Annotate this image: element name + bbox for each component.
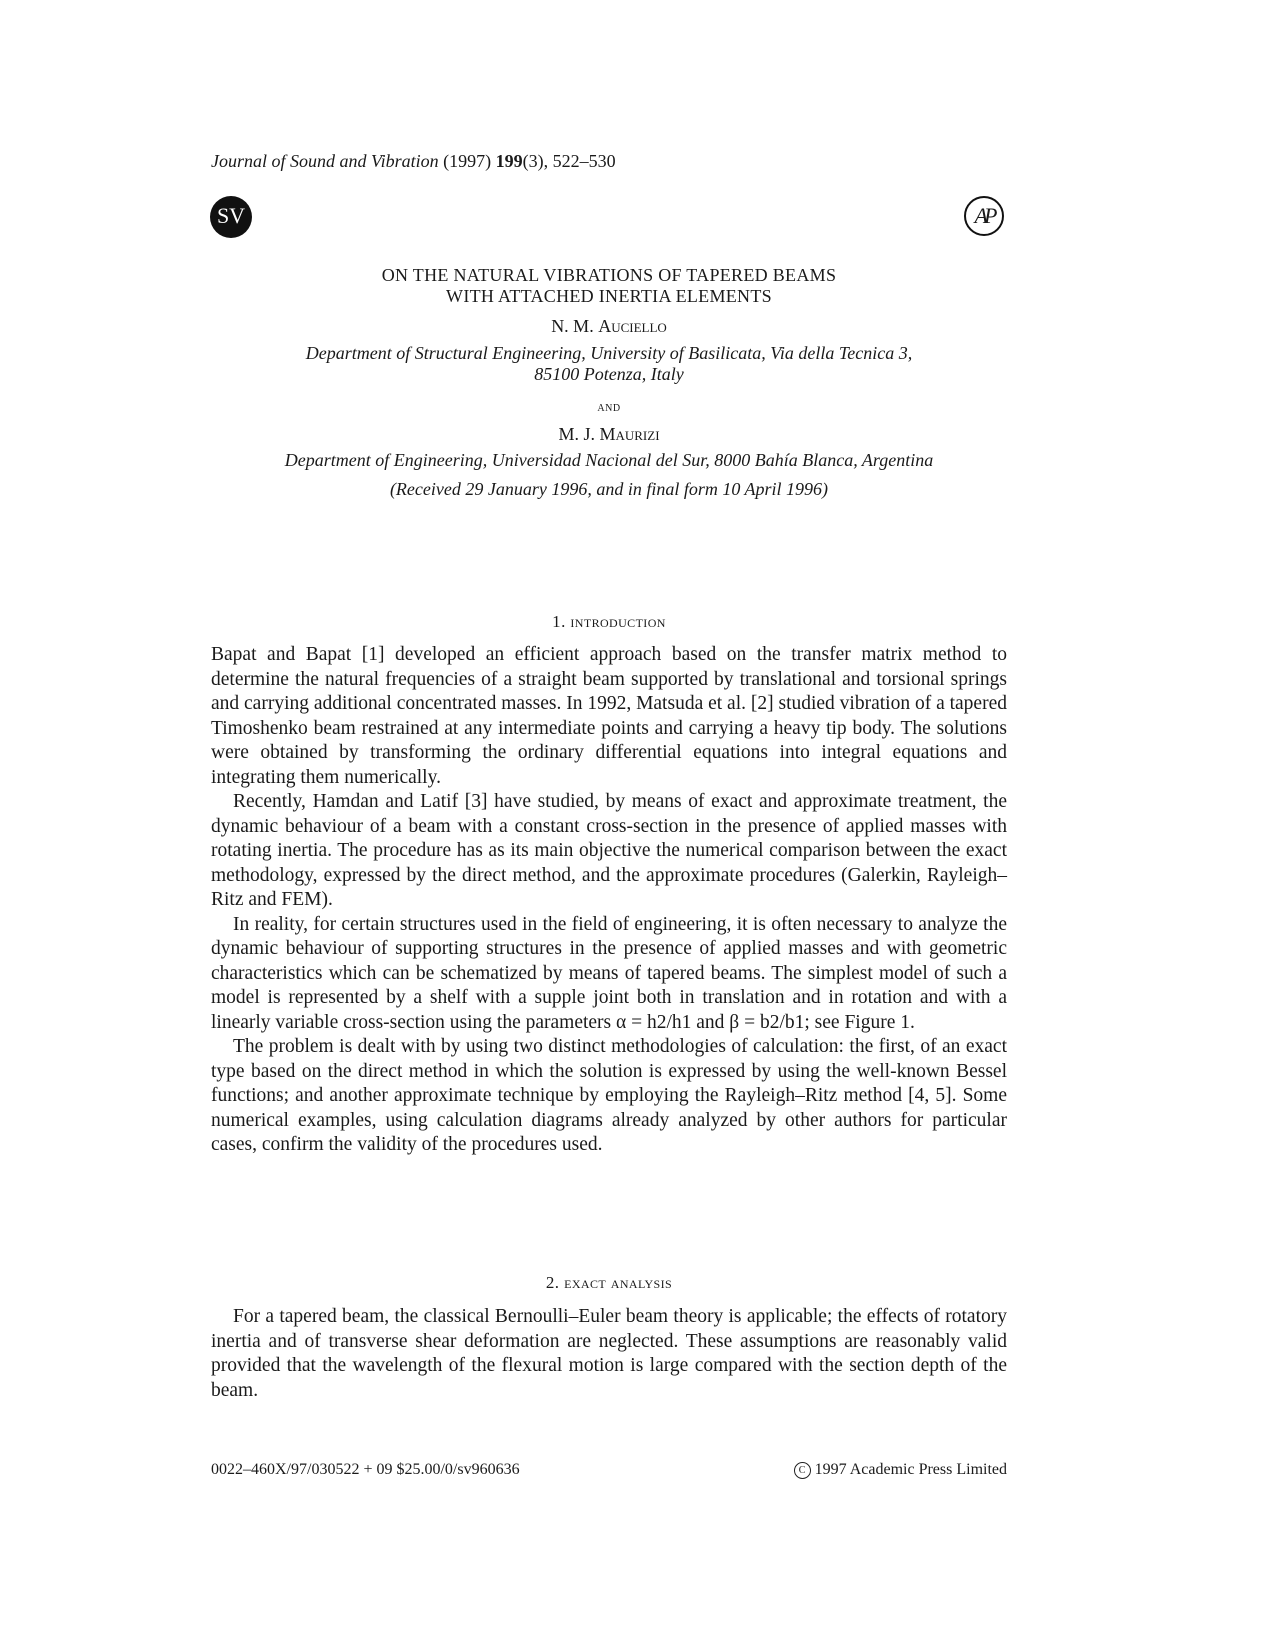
section-1-paragraph-4: The problem is dealt with by using two distinct methodologies of calculation: the first, of an exact type based on the direct method in which the solution is expressed by using the well-known Bessel functions; and another approximate technique by employing the Rayleigh–Ritz method [4, 5]. Some numerical examples, using calculation diagrams already analyzed by other authors for particular cases, confirm the validity of the procedures used. (211, 1036, 1007, 1155)
journal-citation (211, 150, 616, 172)
copyright-icon (794, 1462, 811, 1479)
author-1 (211, 315, 1007, 337)
section-1-paragraph-1: Bapat and Bapat [1] developed an efficient approach based on the transfer matrix method to determine the natural frequencies of a straight beam supported by translational and torsional springs and carrying additional concentrated masses. In 1992, Matsuda et al. [2] studied vibration of a tapered Timoshenko beam restrained at any intermediate points and carrying a heavy tip body. The solutions were obtained by transforming the ordinary differential equations into integral equations and integrating them numerically. (211, 644, 1007, 788)
journal-issue-pages: (3), 522–530 (522, 151, 616, 171)
section-1-heading: 1. introduction (552, 612, 666, 631)
author-1-initials: N. M. (551, 316, 594, 336)
section-1-body (211, 643, 1007, 1158)
journal-year: (1997) (443, 151, 492, 171)
journal-volume: 199 (495, 151, 523, 171)
affiliation-1-line-2: 85100 Potenza, Italy (534, 364, 684, 384)
section-1-paragraph-3: In reality, for certain structures used in the field of engineering, it is often necessary to analyze the dynamic behaviour of supporting structures in the presence of applied masses and with geometric characteristics which can be schematized by means of tapered beams. The simplest model of such a model is represented by a shelf with a supple joint both in translation and in rotation and with a linearly variable cross-section using the parameters α = h2/h1 and β = b2/b1; see Figure 1. (211, 913, 1007, 1033)
section-1-paragraph-2: Recently, Hamdan and Latif [3] have studied, by means of exact and approximate treatment, the dynamic behaviour of a beam with a constant cross-section in the presence of applied masses with rotating inertia. The procedure has as its main objective the numerical comparison between the exact methodology, expressed by the direct method, and the approximate procedures (Galerkin, Rayleigh–Ritz and FEM). (211, 791, 1007, 910)
title-line-1: ON THE NATURAL VIBRATIONS OF TAPERED BEAMS (381, 265, 837, 285)
author-2-initials: M. J. (558, 424, 595, 444)
author-1-surname: Auciello (598, 316, 667, 336)
sv-logo-icon (210, 196, 252, 238)
sv-logo-text: SV (216, 203, 246, 228)
author-1-affiliation (211, 343, 1007, 385)
journal-name: Journal of Sound and Vibration (211, 151, 439, 171)
received-dates: (Received 29 January 1996, and in final form 10 April 1996) (389, 479, 829, 499)
author-2-affiliation: Department of Engineering, Universidad Nacional del Sur, 8000 Bahía Blanca, Argentina (284, 450, 934, 470)
footer-copyright-text: 1997 Academic Press Limited (814, 1461, 1007, 1478)
author-2 (211, 423, 1007, 445)
author-connector: and (597, 400, 621, 415)
ap-logo-text: AP (974, 203, 994, 228)
footer-copyright (700, 1460, 1007, 1480)
affiliation-1-line-1: Department of Structural Engineering, University of Basilicata, Via della Tecnica 3, (305, 343, 913, 363)
article-title (211, 265, 1007, 307)
section-2-body (211, 1305, 1007, 1403)
author-2-surname: Maurizi (599, 424, 660, 444)
title-line-2: WITH ATTACHED INERTIA ELEMENTS (446, 286, 772, 306)
section-2-paragraph-1: For a tapered beam, the classical Bernoulli–Euler beam theory is applicable; the effects of rotatory inertia and of transverse shear deformation are neglected. These assumptions are reasonably valid provided that the wavelength of the flexural motion is large compared with the section depth of the beam. (211, 1306, 1007, 1401)
section-2-heading: 2. exact analysis (545, 1273, 673, 1292)
footer-article-code: 0022–460X/97/030522 + 09 $25.00/0/sv960636 (211, 1461, 520, 1478)
ap-logo-icon (964, 196, 1004, 236)
